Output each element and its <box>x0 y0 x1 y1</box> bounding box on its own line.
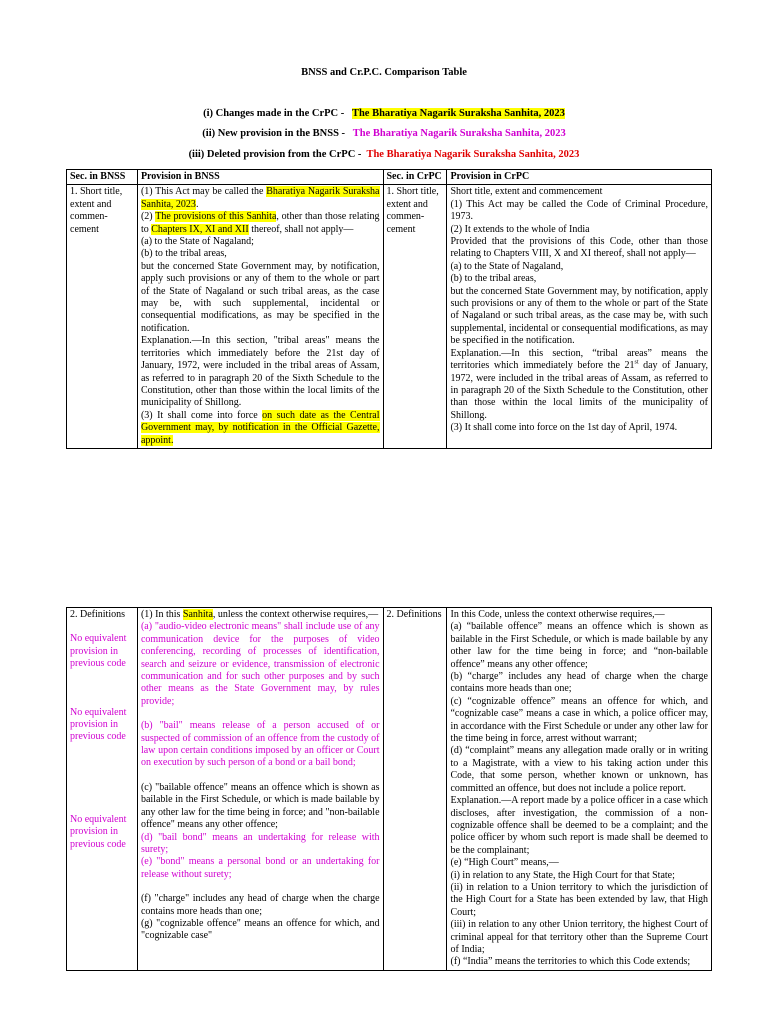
highlighted-text: Bharatiya Nagarik Suraksha Sanhita, 2023 <box>140 186 380 210</box>
no-equivalent-note: No equivalent provision in previous code <box>70 633 127 670</box>
crpc-provision-1 <box>447 185 712 449</box>
legend-new-sample: The Bharatiya Nagarik Suraksha Sanhita, 2023 <box>352 128 566 139</box>
text: Explanation.—In this section, “tribal areas” means the territories which immediately before the 21 <box>450 347 708 372</box>
header-sec-crpc: Sec. in CrPC <box>383 170 447 185</box>
legend-changes-sample: The Bharatiya Nagarik Suraksha Sanhita, 2023 <box>351 108 565 119</box>
new-clause: (e) "bond" means a personal bond or an undertaking for release without surety; <box>140 856 380 880</box>
clause: (c) "bailable offence" means an offence which is shown as bailable in the First Schedule, or which is made bailable by any other law for the time being in force; and "non-bailable offence" means any other offence; <box>140 781 380 831</box>
highlighted-text: Sanhita <box>182 609 213 620</box>
explanation: Explanation.—In this section, "tribal areas" means the territories which immediately before the 21st day of January, 1972, were included in the tribal areas of Assam, as referred to in paragraph 20 of the Sixth Schedule to the Constitution, other than those within the local limits of the municipality of Shillong. <box>140 335 380 409</box>
clause: but the concerned State Government may, by notification, apply such provisions or any of them to the whole or part of the State of Nagaland or such tribal areas, as the case may be, with such supplemental, incidental or consequential modifications, as may be specified in the notification. <box>140 260 380 334</box>
clause: In this Code, unless the context otherwise requires,— <box>450 609 665 620</box>
new-clause: (d) "bail bond" means an undertaking for release with surety; <box>140 831 380 855</box>
text: (3) It shall come into force <box>140 409 263 421</box>
highlighted-text: Chapters IX, XI and XII <box>151 223 249 235</box>
text: (1) In this <box>140 609 183 620</box>
legend-deleted-sample: The Bharatiya Nagarik Suraksha Sanhita, 2023 <box>366 149 580 160</box>
explanation: Explanation.—A report made by a police officer in a case which discloses, after investigation, the commission of a non-cognizable offence shall be deemed to be a complaint; and the police officer by whom such report is made shall be deemed to be the complainant; <box>450 795 708 856</box>
comparison-table-section-2 <box>66 607 712 971</box>
text: thereof, shall not apply— <box>248 223 354 235</box>
header-provision-crpc: Provision in CrPC <box>447 170 712 185</box>
table-row <box>67 608 712 971</box>
clause: (3) It shall come into force on the 1st day of April, 1974. <box>450 422 678 434</box>
highlighted-text: The provisions of this Sanhita <box>155 211 277 223</box>
clause: (a) to the State of Nagaland; <box>140 236 254 248</box>
clause: (1) This Act may be called the Code of Criminal Procedure, 1973. <box>450 198 708 223</box>
highlighted-text: on such date as the Central Government may, by notification in the Official Gazette, appoint <box>140 409 380 446</box>
no-equivalent-note: No equivalent provision in previous code <box>70 706 127 743</box>
new-clause: (b) "bail" means release of a person accused of or suspected of commission of an offence from the custody of law upon certain conditions imposed by an officer or Court on execution by such person of a bond or a bail bond; <box>140 720 380 769</box>
clause: but the concerned State Government may, by notification, apply such provisions or any of them to the whole or part of the State of Nagaland or such tribal areas, as the case may be, with such supplemental, incidental or consequential modifications, as may be specified in the notification. <box>450 285 708 347</box>
legend-deleted <box>0 149 768 160</box>
clause: (b) “charge” includes any head of charge when the charge contains more heads than one; <box>450 671 708 695</box>
clause: (d) “complaint” means any allegation made orally or in writing to a Magistrate, with a view to his taking action under this Code, that some person, whether known or unknown, has committed an offence, but does not include a police report. <box>450 745 708 794</box>
table-header-row <box>67 170 712 185</box>
comparison-table-section-1 <box>66 169 712 449</box>
clause: (a) to the State of Nagaland, <box>450 260 564 272</box>
table-row <box>67 185 712 449</box>
clause: (2) It extends to the whole of India <box>450 223 590 235</box>
bnss-section-2 <box>67 608 138 971</box>
bnss-provision-1: (1) This Act may be called the Bharatiya Nagarik Suraksha Sanhita, 2023. (2) The provisions of this Sanhita, other than those relating to Chapters IX, XI and XII thereof, shall not apply— (a) to the State of Nagaland; (b) to the tribal areas, but the concerned State Government may, by notification, apply such provisions or any of them to the whole or part of the State of Nagaland or such tribal areas, as the case may be, with such supplemental, incidental or consequential modifications, as may be specified in the notification. Explanation.—In this section, "tribal areas" means the territories which immediately before the 21st day of January, 1972, were included in the tribal areas of Assam, as referred to in paragraph 20 of the Sixth Schedule to the Constitution, other than those within the local limits of the municipality of Shillong. (3) It shall come into force on such date as the Central Government may, by notification in the Official Gazette, appoint. <box>137 185 383 449</box>
text: , other than those relating to <box>140 211 380 235</box>
superscript: st <box>634 359 639 366</box>
bnss-provision-2 <box>137 608 383 971</box>
clause: (c) “cognizable offence” means an offence for which, and “cognizable case” means a case in which, a police officer may, in accordance with the First Schedule or under any other law for the time being in force, arrest without warrant; <box>450 695 708 745</box>
no-equivalent-note: No equivalent provision in previous code <box>70 813 127 850</box>
text: day of January, 1972, were included in the tribal areas of Assam, as referred to in paragraph 20 of the Sixth Schedule to the Constitution, other than those within the local limits of the municipality of Shillong. <box>450 360 708 421</box>
bnss-section-1: 1. Short title, extent and commen-cement <box>67 185 138 449</box>
legend-new <box>0 128 768 139</box>
clause: (g) "cognizable offence" means an offence for which, and "cognizable case" <box>140 917 380 942</box>
clause: (f) “India” means the territories to which this Code extends; <box>450 956 691 968</box>
crpc-section-2: 2. Definitions <box>383 608 447 971</box>
text: . <box>195 198 199 210</box>
text: (1) This Act may be called the <box>140 186 267 198</box>
legend-new-label: (ii) New provision in the BNSS - <box>202 128 346 139</box>
crpc-section-1: 1. Short title, extent and commen-cement <box>383 185 447 449</box>
legend-changes <box>0 108 768 119</box>
new-clause: (a) "audio-video electronic means" shall include use of any communication device for the purposes of video conferencing, recording of processes of identification, search and seizure or evidence, transmission of electronic communication and for such other purposes and by such other means as the State Government may, by rules provide; <box>140 621 380 707</box>
clause: (f) "charge" includes any head of charge when the charge contains more heads than one; <box>140 893 380 917</box>
clause: (i) in relation to any State, the High Court for that State; <box>450 869 675 881</box>
clause: (e) “High Court” means,— <box>450 857 559 869</box>
legend-deleted-label: (iii) Deleted provision from the CrPC - <box>188 149 362 160</box>
clause: (ii) in relation to a Union territory to which the jurisdiction of the High Court for a State has been extended by law, that High Court; <box>450 881 708 918</box>
clause: Short title, extent and commencement <box>450 186 603 198</box>
crpc-provision-2 <box>447 608 712 971</box>
text: (2) <box>140 211 156 223</box>
text: , unless the context otherwise requires,— <box>212 609 379 620</box>
document-title: BNSS and Cr.P.C. Comparison Table <box>301 67 467 78</box>
header-sec-bnss: Sec. in BNSS <box>67 170 138 185</box>
clause: (b) to the tribal areas, <box>140 248 227 260</box>
clause: Provided that the provisions of this Code, other than those relating to Chapters VIII, X and XI thereof, shall not apply— <box>450 236 708 260</box>
legend-changes-label: (i) Changes made in the CrPC - <box>203 108 345 119</box>
section-label: 2. Definitions <box>70 609 125 620</box>
clause: (iii) in relation to any other Union territory, the highest Court of criminal appeal for that territory other than the Supreme Court of India; <box>450 919 708 955</box>
clause: (b) to the tribal areas, <box>450 273 537 285</box>
header-provision-bnss: Provision in BNSS <box>137 170 383 185</box>
clause: (a) “bailable offence” means an offence which is shown as bailable in the First Schedule, or which is made bailable by any other law for the time being in force; and “non-bailable offence” means any other offence; <box>450 621 708 670</box>
